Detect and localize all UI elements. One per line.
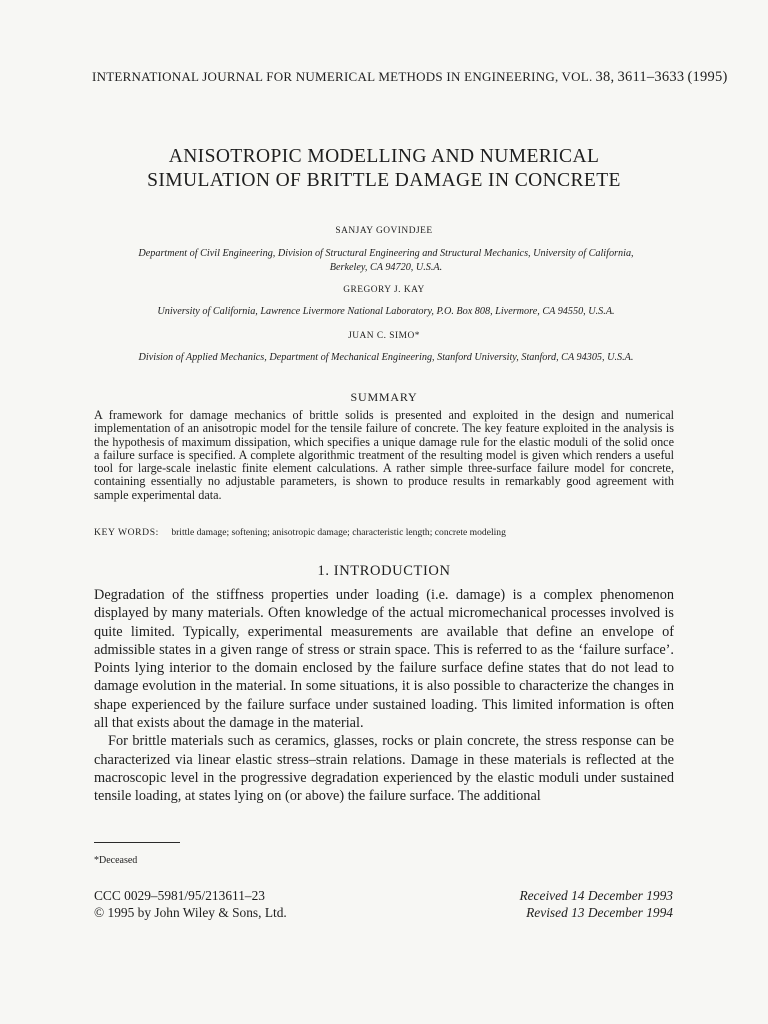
page-range: 3611–3633 [617,69,685,85]
journal-name: INTERNATIONAL JOURNAL FOR NUMERICAL METHODS IN ENGINEERING, [92,69,559,84]
affiliation-line: Department of Civil Engineering, Division of Structural Engineering and Structural Mechanics, University of California, [138,248,634,259]
author-affiliation [100,351,672,365]
summary-heading: SUMMARY [350,390,418,404]
keywords-text: brittle damage; softening; anisotropic damage; characteristic length; concrete modeling [171,527,506,538]
copyright-notice: © 1995 by John Wiley & Sons, Ltd. [94,905,287,920]
submission-dates [470,887,673,921]
keywords-label: KEY WORDS: [94,527,159,538]
affiliation-line: Berkeley, CA 94720, U.S.A. [329,262,443,273]
author-name: JUAN C. SIMO* [348,331,420,341]
title-line-1: ANISOTROPIC MODELLING AND NUMERICAL [168,146,600,167]
footnote-divider [94,842,180,843]
ccc-code: CCC 0029–5981/95/213611–23 [94,888,265,903]
author-name: SANJAY GOVINDJEE [335,226,433,236]
title-line-2: SIMULATION OF BRITTLE DAMAGE IN CONCRETE [147,170,621,191]
author-name: GREGORY J. KAY [343,285,425,295]
paper-title [0,145,768,193]
summary-text: A framework for damage mechanics of brittle solids is presented and exploited in the design and numerical implementation of an anisotropic model for the tensile failure of concrete. The key feature exploited in the analysis is the hypothesis of maximum dissipation, which specifies a unique damage rule for the elastic moduli of the solid once a failure surface is specified. A complete algorithmic treatment of the resulting model is given which renders a useful tool for large-scale inelastic finite element calculations. A rather simple three-surface failure model for concrete, containing essentially no adjustable parameters, is shown to produce results in remarkably good agreement with sample experimental data. [94,408,674,502]
affiliation-line: University of California, Lawrence Livermore National Laboratory, P.O. Box 808, Livermore, CA 94550, U.S.A. [157,306,615,317]
volume-number: 38, [595,69,615,85]
body-text [94,586,674,806]
publisher-info [94,887,287,921]
received-date: Received 14 December 1993 [519,888,673,903]
footnote: *Deceased [94,855,138,866]
paragraph: For brittle materials such as ceramics, glasses, rocks or plain concrete, the stress response can be characterized via linear elastic stress–strain relations. Damage in these materials is reflected at the macroscopic level in the progressive degradation experienced by the elastic moduli under sustained tensile loading, at states lying on (or above) the failure surface. The additional [94,733,674,805]
paragraph: Degradation of the stiffness properties under loading (i.e. damage) is a complex phenomenon displayed by many materials. Often knowledge of the actual micromechanical processes involved is quite limited. Typically, experimental measurements are available that define an envelope of admissible states in a given range of stress or strain space. This is referred to as the ‘failure surface’. Points lying interior to the domain enclosed by the failure surface define states that do not lead to damage evolution in the material. In some situations, it is also possible to characterize the changes in shape experienced by the failure surface under sustained loading. This limited information is often all that exists about the damage in the material. [94,587,674,732]
section-heading: 1. INTRODUCTION [317,563,451,579]
revised-date: Revised 13 December 1994 [526,905,673,920]
author-affiliation [100,305,672,319]
author-affiliation [100,247,672,275]
volume-label: VOL. [561,69,593,84]
journal-running-head [92,69,728,86]
keywords [94,527,674,538]
publication-year: (1995) [687,69,728,85]
affiliation-line: Division of Applied Mechanics, Department of Mechanical Engineering, Stanford University, Stanford, CA 94305, U.S.A. [138,352,634,363]
